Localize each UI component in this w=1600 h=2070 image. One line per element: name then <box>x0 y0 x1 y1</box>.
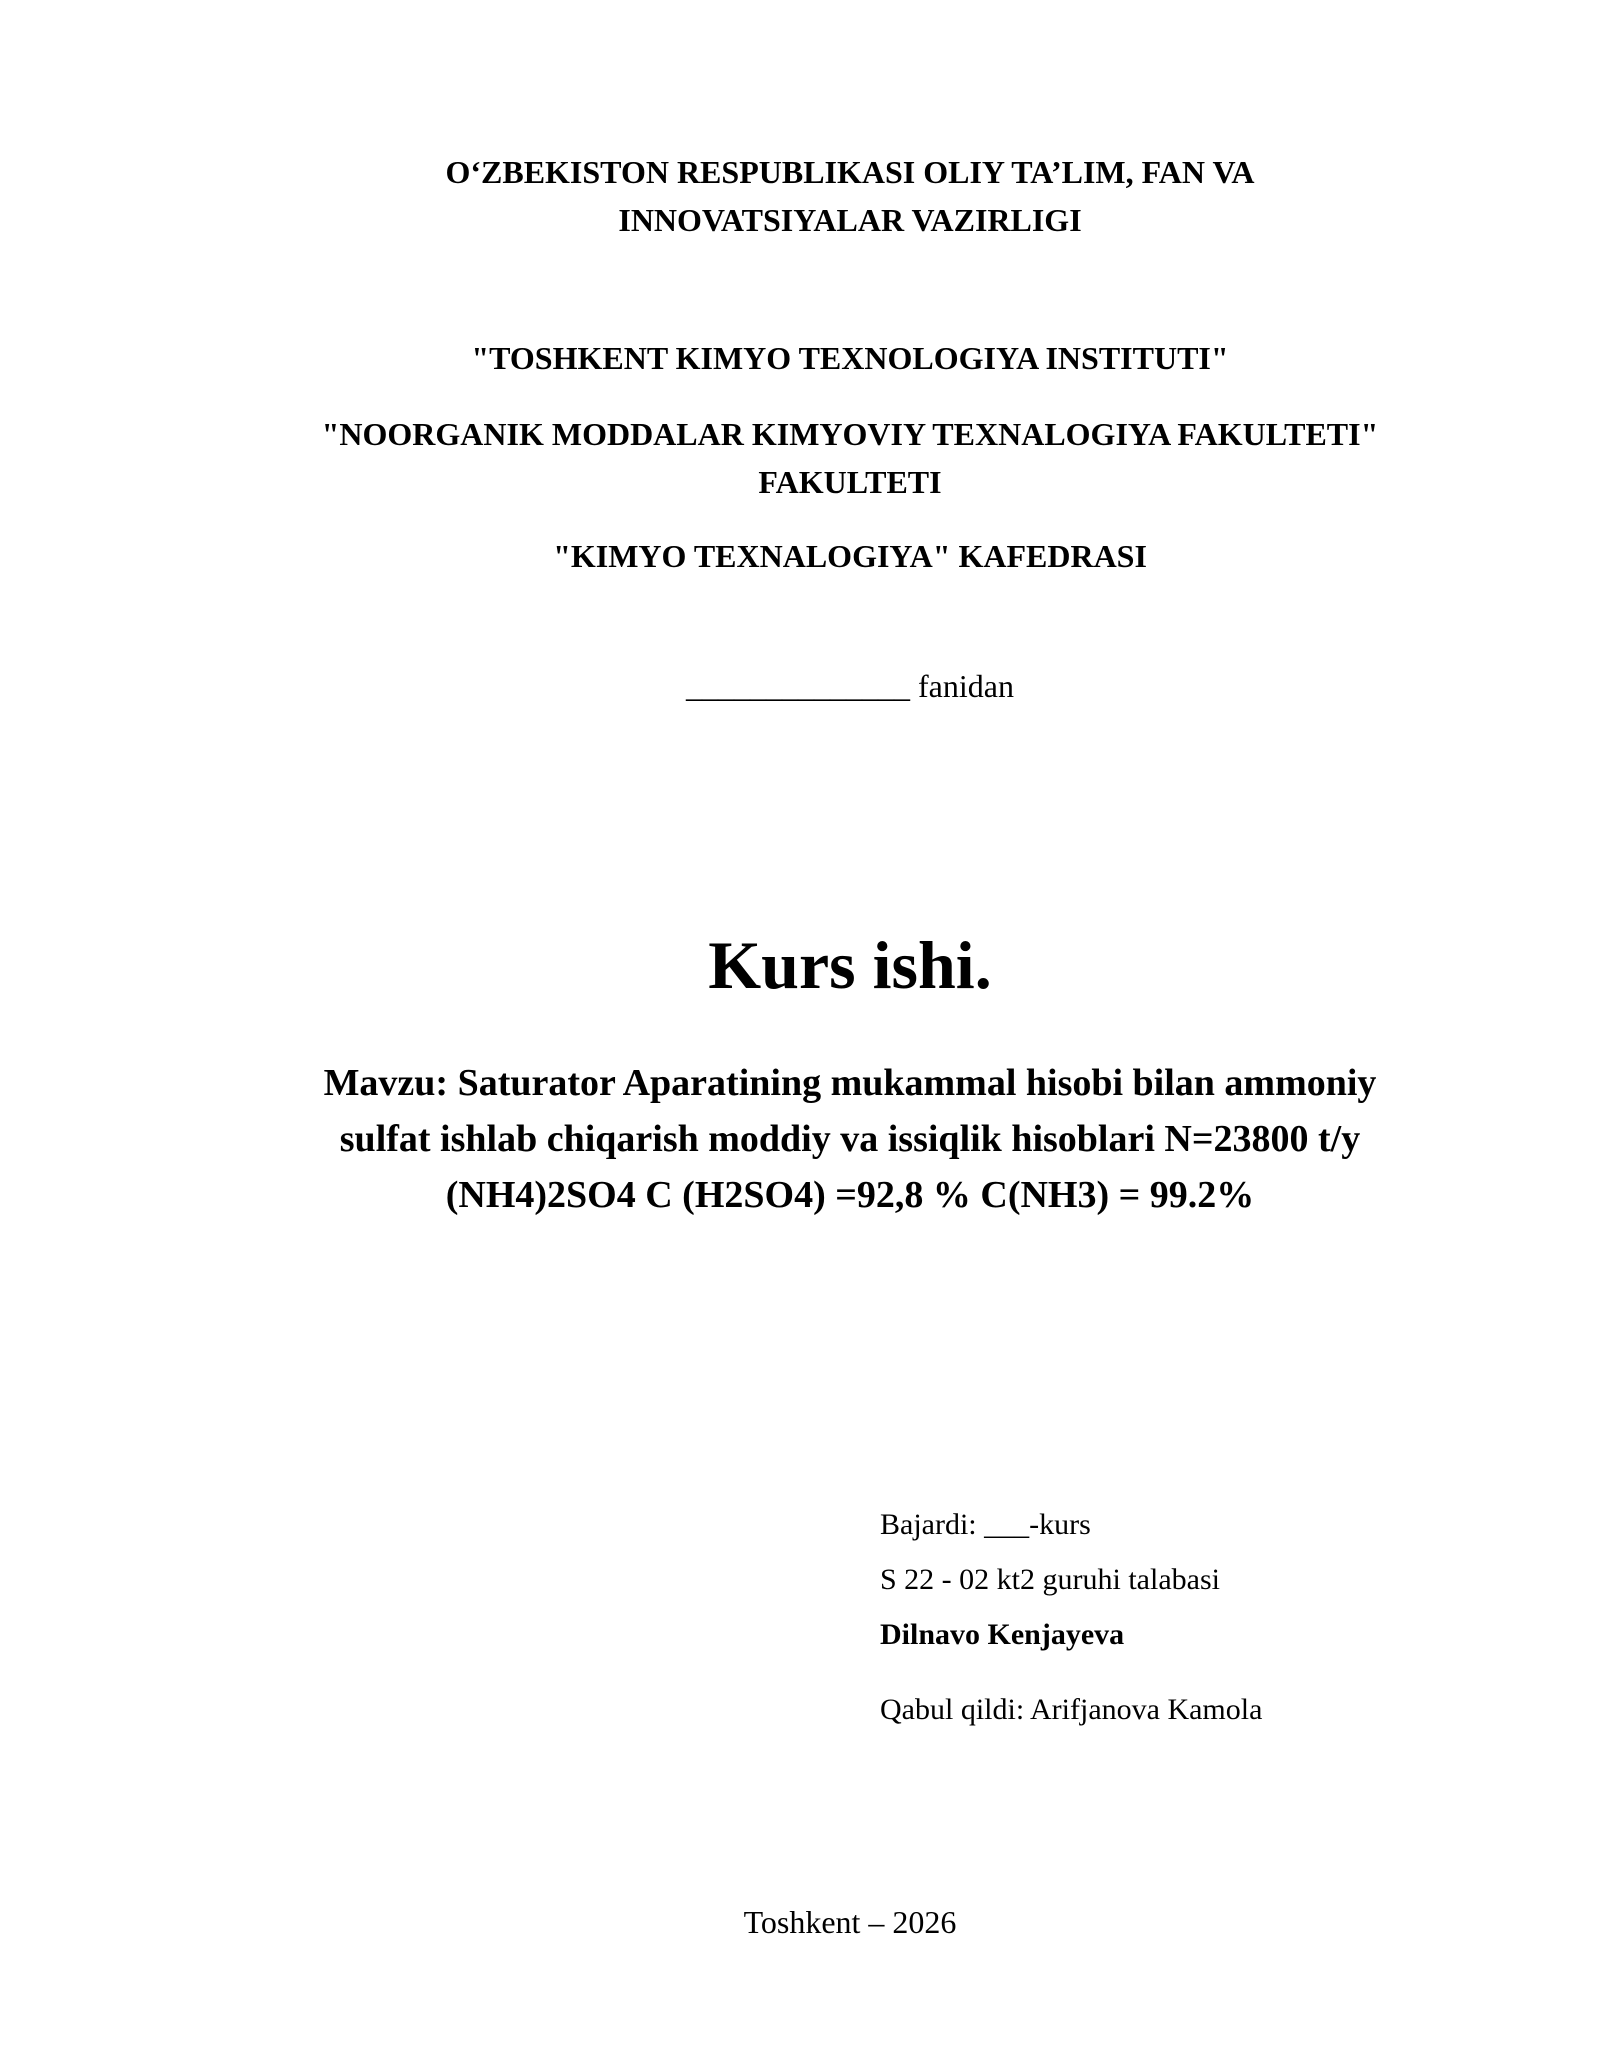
accepted-by: Qabul qildi: Arifjanova Kamola <box>880 1693 1263 1726</box>
faculty-line-1: "NOORGANIK MODDALAR KIMYOVIY TEXNALOGIYA FAKULTETI" <box>321 416 1379 452</box>
topic-line-2: sulfat ishlab chiqarish moddiy va issiqlik hisoblari N=23800 t/y <box>339 1118 1361 1160</box>
topic-text <box>240 1055 1460 1223</box>
student-group: S 22 - 02 kt2 guruhi talabasi <box>880 1563 1220 1596</box>
ministry-heading <box>200 148 1500 244</box>
completed-by: Bajardi: ___-kurs <box>880 1508 1091 1541</box>
topic-line-1: Mavzu: Saturator Aparatining mukammal hisobi bilan ammoniy <box>323 1062 1377 1104</box>
ministry-line-2: INNOVATSIYALAR VAZIRLIGI <box>618 202 1082 238</box>
topic-line-3: (NH4)2SO4 C (H2SO4) =92,8 % C(NH3) = 99.2% <box>445 1174 1255 1216</box>
institute-name: "TOSHKENT KIMYO TEXNOLOGIYA INSTITUTI" <box>471 340 1229 376</box>
department-name: "KIMYO TEXNALOGIYA" KAFEDRASI <box>553 538 1147 574</box>
student-name: Dilnavo Kenjayeva <box>880 1618 1125 1651</box>
faculty-line-2: FAKULTETI <box>758 464 942 500</box>
ministry-line-1: O‘ZBEKISTON RESPUBLIKASI OLIY TA’LIM, FAN VA <box>445 154 1255 190</box>
city-year: Toshkent – 2026 <box>743 1904 957 1940</box>
page-title: Kurs ishi. <box>708 927 992 1003</box>
subject-line: ______________ fanidan <box>686 668 1014 704</box>
faculty-name <box>200 410 1500 506</box>
